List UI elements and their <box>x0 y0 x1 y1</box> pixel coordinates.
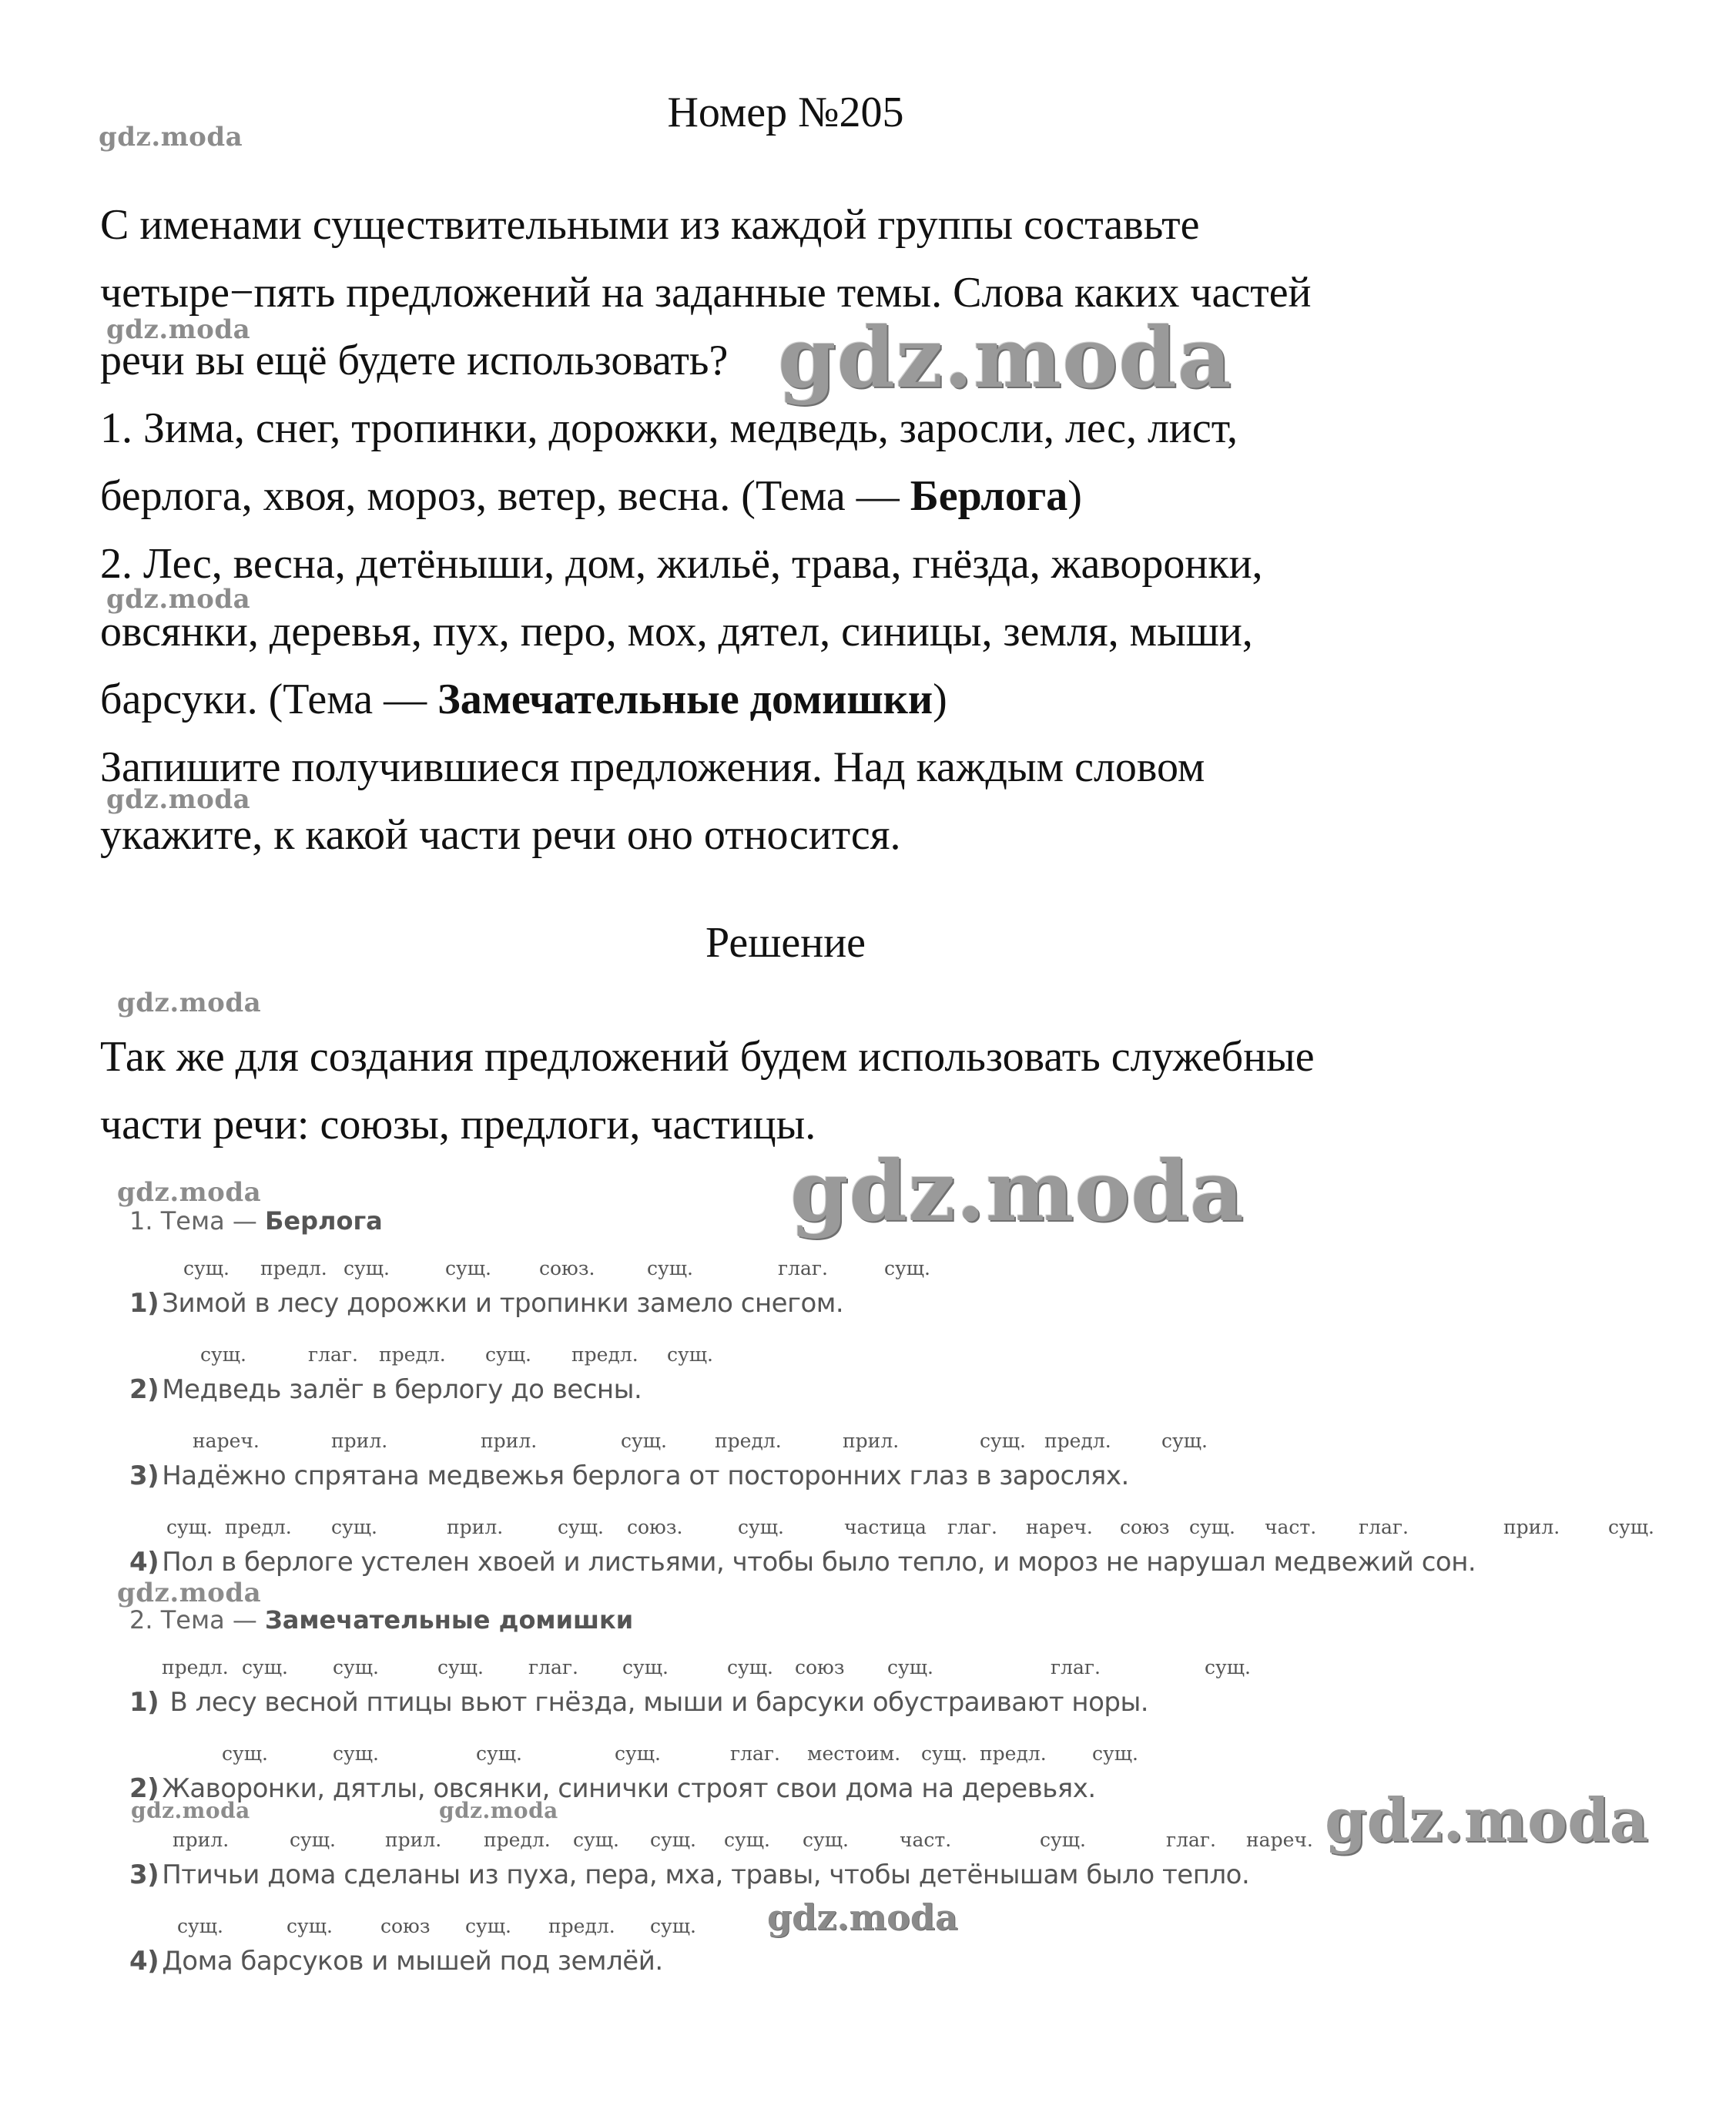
pos-tag: сущ. <box>738 1516 784 1538</box>
page-title: Номер №205 <box>667 89 904 136</box>
section-heading-text: 1. Тема — <box>129 1206 266 1236</box>
pos-tags <box>129 1430 1208 1460</box>
sentence-words: В лесу весной птицы вьют гнёзда, мыши и барсуки обустраивают норы. <box>162 1687 1149 1718</box>
section-heading <box>129 1206 383 1236</box>
sentence-number: 3) <box>129 1460 159 1491</box>
pos-tag: част. <box>1265 1516 1317 1538</box>
pos-tag: союз <box>380 1915 431 1937</box>
pos-tag: предл. <box>225 1516 292 1538</box>
pos-tags <box>129 1343 713 1374</box>
pos-tag: глаг. <box>730 1742 780 1765</box>
pos-tags <box>129 1656 1251 1687</box>
watermark-logo: gdz.moda <box>117 1177 262 1208</box>
pos-tag: сущ. <box>1608 1516 1654 1538</box>
pos-tag: сущ. <box>287 1915 333 1937</box>
pos-tag: нареч. <box>1026 1516 1093 1538</box>
pos-tag: прил. <box>331 1430 388 1452</box>
sentence-text <box>129 1288 843 1326</box>
intro-line: части речи: союзы, предлоги, частицы. <box>100 1101 816 1149</box>
pos-tag: глаг. <box>1359 1516 1409 1538</box>
sentence-words: Птичьи дома сделаны из пуха, пера, мха, травы, чтобы детёнышам было тепло. <box>162 1859 1250 1890</box>
pos-tag: сущ. <box>727 1656 773 1678</box>
pos-tags <box>129 1257 930 1288</box>
pos-tag: нареч. <box>1246 1829 1313 1851</box>
sentence-text <box>129 1547 1476 1585</box>
section-topic: Берлога <box>265 1206 383 1236</box>
watermark-logo: gdz.moda <box>778 310 1232 407</box>
task-line <box>100 462 1563 530</box>
pos-tag: местоим. <box>807 1742 901 1765</box>
pos-tag: сущ. <box>333 1742 379 1765</box>
intro-text <box>100 1023 1563 1159</box>
pos-tag: предл. <box>484 1829 551 1851</box>
pos-tag: союз. <box>539 1257 595 1279</box>
sentence <box>129 1343 713 1413</box>
pos-tag: сущ. <box>1205 1656 1251 1678</box>
task-line <box>100 666 1563 733</box>
sentence-words: Зимой в лесу дорожки и тропинки замело снегом. <box>162 1288 844 1319</box>
watermark-logo: gdz.moda <box>117 988 262 1018</box>
sentence-words: Жаворонки, дятлы, овсянки, синички строят свои дома на деревьях. <box>162 1773 1096 1804</box>
sentence-text <box>129 1374 642 1413</box>
task-line: 1. Зима, снег, тропинки, дорожки, медведь, заросли, лес, лист, <box>100 404 1238 452</box>
sentence-text <box>129 1460 1129 1499</box>
task-text-part: барсуки. (Тема — <box>100 676 438 723</box>
pos-tag: сущ. <box>803 1829 849 1851</box>
pos-tag: сущ. <box>177 1915 223 1937</box>
task-text-part: ) <box>1067 472 1082 520</box>
pos-tag: сущ. <box>242 1656 288 1678</box>
pos-tag: сущ. <box>650 1915 696 1937</box>
pos-tag: сущ. <box>1040 1829 1086 1851</box>
pos-tag: сущ. <box>333 1656 379 1678</box>
sentence-text <box>129 1946 663 1984</box>
pos-tag: част. <box>900 1829 952 1851</box>
pos-tag: глаг. <box>947 1516 997 1538</box>
sentence-number: 2) <box>129 1374 159 1405</box>
pos-tag: сущ. <box>331 1516 377 1538</box>
watermark-logo: gdz.moda <box>1325 1786 1649 1856</box>
task-line: укажите, к какой части речи оно относится. <box>100 811 901 859</box>
sentence <box>129 1656 1251 1725</box>
sentence-number: 1) <box>129 1687 159 1718</box>
pos-tag: частица <box>844 1516 927 1538</box>
pos-tag: сущ. <box>647 1257 693 1279</box>
sentence <box>129 1516 1654 1585</box>
pos-tag: сущ. <box>465 1915 511 1937</box>
pos-tag: прил. <box>447 1516 504 1538</box>
pos-tag: глаг. <box>1166 1829 1216 1851</box>
watermark-logo: gdz.moda <box>106 584 251 615</box>
watermark-logo: gdz.moda <box>106 784 251 815</box>
sentence <box>129 1430 1208 1499</box>
pos-tag: сущ. <box>980 1430 1026 1452</box>
pos-tag: прил. <box>843 1430 900 1452</box>
pos-tag: сущ. <box>884 1257 930 1279</box>
sentence-text <box>129 1773 1096 1812</box>
sentence-text <box>129 1859 1249 1898</box>
pos-tags <box>129 1742 1138 1773</box>
sentence-number: 4) <box>129 1946 159 1977</box>
pos-tag: сущ. <box>921 1742 967 1765</box>
pos-tags <box>129 1829 1313 1859</box>
pos-tag: глаг. <box>778 1257 828 1279</box>
sentence-text <box>129 1687 1148 1725</box>
sentence-number: 2) <box>129 1773 159 1804</box>
topic-bold: Замечательные домишки <box>437 676 933 723</box>
pos-tag: сущ. <box>1161 1430 1208 1452</box>
pos-tag: сущ. <box>344 1257 390 1279</box>
task-line: Запишите получившиеся предложения. Над каждым словом <box>100 743 1205 791</box>
sentence-number: 3) <box>129 1859 159 1890</box>
pos-tag: предл. <box>162 1656 229 1678</box>
pos-tag: сущ. <box>558 1516 604 1538</box>
pos-tag: сущ. <box>166 1516 213 1538</box>
pos-tag: сущ. <box>183 1257 230 1279</box>
task-line: четыре−пять предложений на заданные темы. Слова каких частей <box>100 269 1312 317</box>
task-line: овсянки, деревья, пух, перо, мох, дятел, синицы, земля, мыши, <box>100 608 1253 656</box>
pos-tag: сущ. <box>622 1656 669 1678</box>
intro-line: Так же для создания предложений будем использовать служебные <box>100 1033 1315 1081</box>
sentence-number: 4) <box>129 1547 159 1578</box>
sentence <box>129 1915 696 1984</box>
watermark-logo: gdz.moda <box>106 314 251 345</box>
pos-tag: сущ. <box>1092 1742 1138 1765</box>
pos-tag: сущ. <box>445 1257 491 1279</box>
pos-tag: прил. <box>1503 1516 1560 1538</box>
sentence <box>129 1829 1313 1898</box>
task-text <box>100 191 1563 869</box>
pos-tag: нареч. <box>193 1430 260 1452</box>
pos-tag: сущ. <box>621 1430 667 1452</box>
pos-tag: сущ. <box>650 1829 696 1851</box>
sentence <box>129 1257 930 1326</box>
sentence-words: Медведь залёг в берлогу до весны. <box>162 1374 642 1405</box>
pos-tag: предл. <box>715 1430 782 1452</box>
pos-tag: предл. <box>260 1257 327 1279</box>
pos-tag: сущ. <box>485 1343 531 1366</box>
pos-tag: сущ. <box>222 1742 268 1765</box>
watermark-logo: gdz.moda <box>131 1798 250 1823</box>
pos-tag: сущ. <box>887 1656 933 1678</box>
watermark-logo: gdz.moda <box>117 1578 262 1608</box>
pos-tag: сущ. <box>1189 1516 1235 1538</box>
pos-tags <box>129 1516 1654 1547</box>
sentence <box>129 1742 1138 1812</box>
sentence-words: Дома барсуков и мышей под землёй. <box>162 1946 663 1977</box>
pos-tag: сущ. <box>667 1343 713 1366</box>
topic-bold: Берлога <box>910 472 1068 520</box>
pos-tags <box>129 1915 696 1946</box>
pos-tag: союз <box>795 1656 845 1678</box>
solution-title: Решение <box>705 919 866 967</box>
section-heading-text: 2. Тема — <box>129 1605 266 1635</box>
task-line: речи вы ещё будете использовать? <box>100 337 729 384</box>
task-line: С именами существительными из каждой группы составьте <box>100 201 1200 249</box>
pos-tag: сущ. <box>724 1829 770 1851</box>
pos-tag: глаг. <box>1051 1656 1101 1678</box>
pos-tag: предл. <box>980 1742 1047 1765</box>
pos-tag: предл. <box>571 1343 638 1366</box>
task-text-part: ) <box>933 676 947 723</box>
watermark-logo: gdz.moda <box>439 1798 558 1823</box>
section-heading <box>129 1605 633 1635</box>
pos-tag: прил. <box>385 1829 442 1851</box>
pos-tag: предл. <box>1044 1430 1111 1452</box>
sentence-words: Надёжно спрятана медвежья берлога от посторонних глаз в зарослях. <box>162 1460 1129 1491</box>
pos-tag: сущ. <box>615 1742 661 1765</box>
pos-tag: сущ. <box>200 1343 246 1366</box>
pos-tag: союз. <box>627 1516 683 1538</box>
pos-tag: сущ. <box>573 1829 619 1851</box>
pos-tag: предл. <box>379 1343 446 1366</box>
pos-tag: сущ. <box>437 1656 484 1678</box>
pos-tag: союз <box>1120 1516 1170 1538</box>
watermark-logo: gdz.moda <box>99 122 243 153</box>
pos-tag: прил. <box>481 1430 538 1452</box>
watermark-logo: gdz.moda <box>790 1143 1245 1240</box>
sentence-number: 1) <box>129 1288 159 1319</box>
pos-tag: прил. <box>173 1829 230 1851</box>
pos-tag: сущ. <box>290 1829 336 1851</box>
pos-tag: глаг. <box>308 1343 358 1366</box>
sentence-words: Пол в берлоге устелен хвоей и листьями, чтобы было тепло, и мороз не нарушал медвежий сон. <box>162 1547 1476 1578</box>
watermark-logo: gdz.moda <box>767 1896 958 1938</box>
task-line: 2. Лес, весна, детёныши, дом, жильё, трава, гнёзда, жаворонки, <box>100 540 1263 588</box>
pos-tag: сущ. <box>476 1742 522 1765</box>
pos-tag: глаг. <box>528 1656 578 1678</box>
pos-tag: предл. <box>548 1915 615 1937</box>
task-text-part: берлога, хвоя, мороз, ветер, весна. (Тема — <box>100 472 910 520</box>
section-topic: Замечательные домишки <box>265 1605 634 1635</box>
